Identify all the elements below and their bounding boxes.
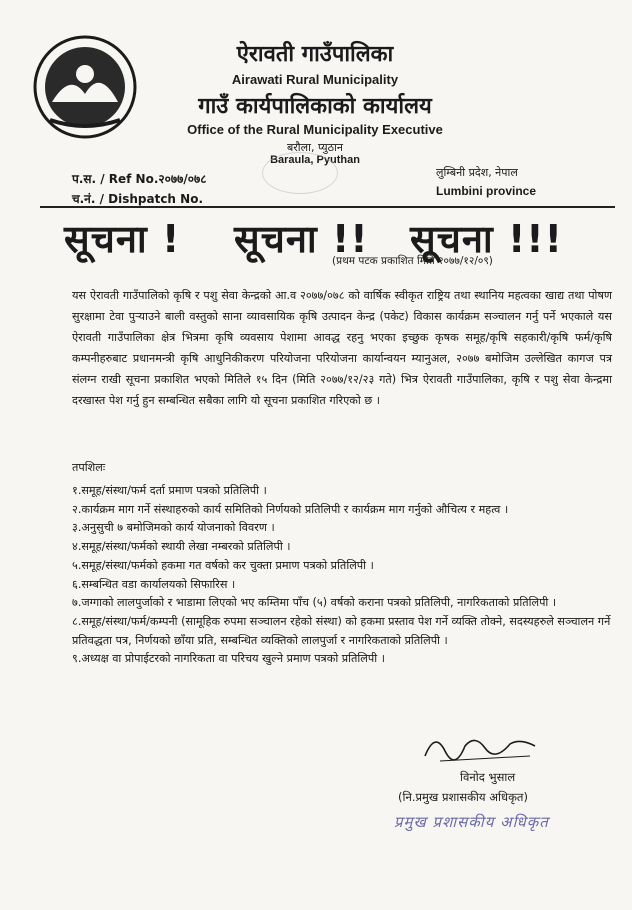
publish-date: (प्रथम पटक प्रकाशित मिति २०७७/१२/०९) [332, 255, 493, 267]
address-en: Baraula, Pyuthan [270, 154, 360, 166]
ref-number: प.स. / Ref No.२०७७/०७८ [72, 172, 207, 186]
province-en: Lumbini province [436, 184, 537, 198]
list-item: ३.अनुसुची ७ बमोजिमको कार्य योजनाको विवरण । [72, 521, 275, 535]
notice-heading-1: सूचना ! [64, 217, 181, 261]
list-item: ७.जग्गाको लालपुर्जाको र भाडामा लिएको भए कम्तिमा पाँच (५) वर्षको कराना पत्रको प्रतिलिपी, नागरिकताको प्रतिलिपी । [72, 596, 557, 610]
list-heading: तपशिलः [72, 461, 106, 474]
list-item: ६.सम्बन्धित वडा कार्यालयको सिफारिस । [72, 577, 236, 591]
dispatch-number: च.नं. / Dishpatch No. [72, 192, 203, 206]
notice-heading-3: सूचना !!! [410, 217, 563, 261]
signature-scrawl-icon [420, 726, 540, 766]
address-np: बरौला, प्युठान [287, 141, 343, 154]
notice-body: यस ऐरावती गाउँपालिको कृषि र पशु सेवा केन्द्रको आ.व २०७७/०७८ को वार्षिक स्वीकृत राष्ट्रिय तथा स्थानिय महत्वका खाद्य तथा पोषण सुरक्षामा टेवा पुऱ्याउने बाली वस्तुको साना व्यावसायिक कृषि उत्पादन केन्द्र (पकेट) विकास कार्यक्रम सञ्चालन गर्नु पर्ने भएकाले यस ऐरावती गाउँपालिका क्षेत्र भित्रमा कृषि व्यवसाय पेशामा आवद्ध रहनु भएका इच्छुक कृषक समूह/कृषि सहकारी/कृषि फर्म/कृषि कम्पनीहरुबाट प्रधानमन्त्री कृषि आधुनिकीकरण परियोजना परियोजना कार्यान्वयन म्यानुअल, २०७७ बमोजिम उल्लेखित कागज पत्र संलग्न राखी सूचना प्रकाशित भएको मितिले १५ दिन (मिति २०७७/१२/२३ गते) भित्र ऐरावती गाउँपालिका, कृषि र पशु सेवा केन्द्रमा दरखास्त पेश गर्नु हुन सम्बन्धित सबैका लागि यो सूचना प्रकाशित गरिएको छ । [72, 289, 612, 407]
office-name-np: गाउँ कार्यपालिकाको कार्यालय [198, 94, 432, 119]
municipality-name-en: Airawati Rural Municipality [231, 72, 399, 87]
list-item: २.कार्यक्रम माग गर्ने संस्थाहरुको कार्य समितिको निर्णयको प्रतिलिपी र कार्यक्रम माग गर्नुको औचित्य र महत्व । [72, 502, 509, 516]
list-item: ४.समूह/संस्था/फर्मको स्थायी लेखा नम्बरको प्रतिलिपी । [72, 540, 291, 554]
office-name-en: Office of the Rural Municipality Executive [187, 122, 443, 137]
notice-heading-2: सूचना !! [234, 217, 369, 261]
signatory-name: विनोद भुसाल [460, 770, 516, 784]
list-item: १.समूह/संस्था/फर्म दर्ता प्रमाण पत्रको प्रतिलिपी । [72, 484, 267, 497]
document-requirements-list [72, 482, 612, 669]
nepal-emblem-icon [30, 32, 140, 142]
signatory-designation: (नि.प्रमुख प्रशासकीय अधिकृत) [398, 790, 528, 804]
municipality-name-np: ऐरावती गाउँपालिका [236, 42, 394, 67]
header-divider [40, 206, 615, 208]
office-stamp-icon [262, 152, 338, 194]
designation-stamp: प्रमुख प्रशासकीय अधिकृत [394, 813, 549, 831]
list-item: ८.समूह/संस्था/फर्म/कम्पनी (सामूहिक रुपमा सञ्चालन रहेको संस्था) को हकमा प्रस्ताव पेश गर्ने व्यक्ति तोक्ने, सदस्यहरुले सञ्चालन गर्ने प्रतिवद्धता पत्र, निर्णयको छाँया प्रति, सम्बन्धित व्यक्तिको लालपुर्जा र नागरिकताको प्रतिलिपी । [72, 614, 611, 647]
list-item: ५.समूह/संस्था/फर्मको हकमा गत वर्षको कर चुक्ता प्रमाण पत्रको प्रतिलिपी । [72, 558, 374, 572]
list-item: ९.अध्यक्ष वा प्रोपाईटरको नागरिकता वा परिचय खुल्ने प्रमाण पत्रको प्रतिलिपी । [72, 652, 385, 666]
province-np: लुम्बिनी प्रदेश, नेपाल [436, 166, 518, 179]
